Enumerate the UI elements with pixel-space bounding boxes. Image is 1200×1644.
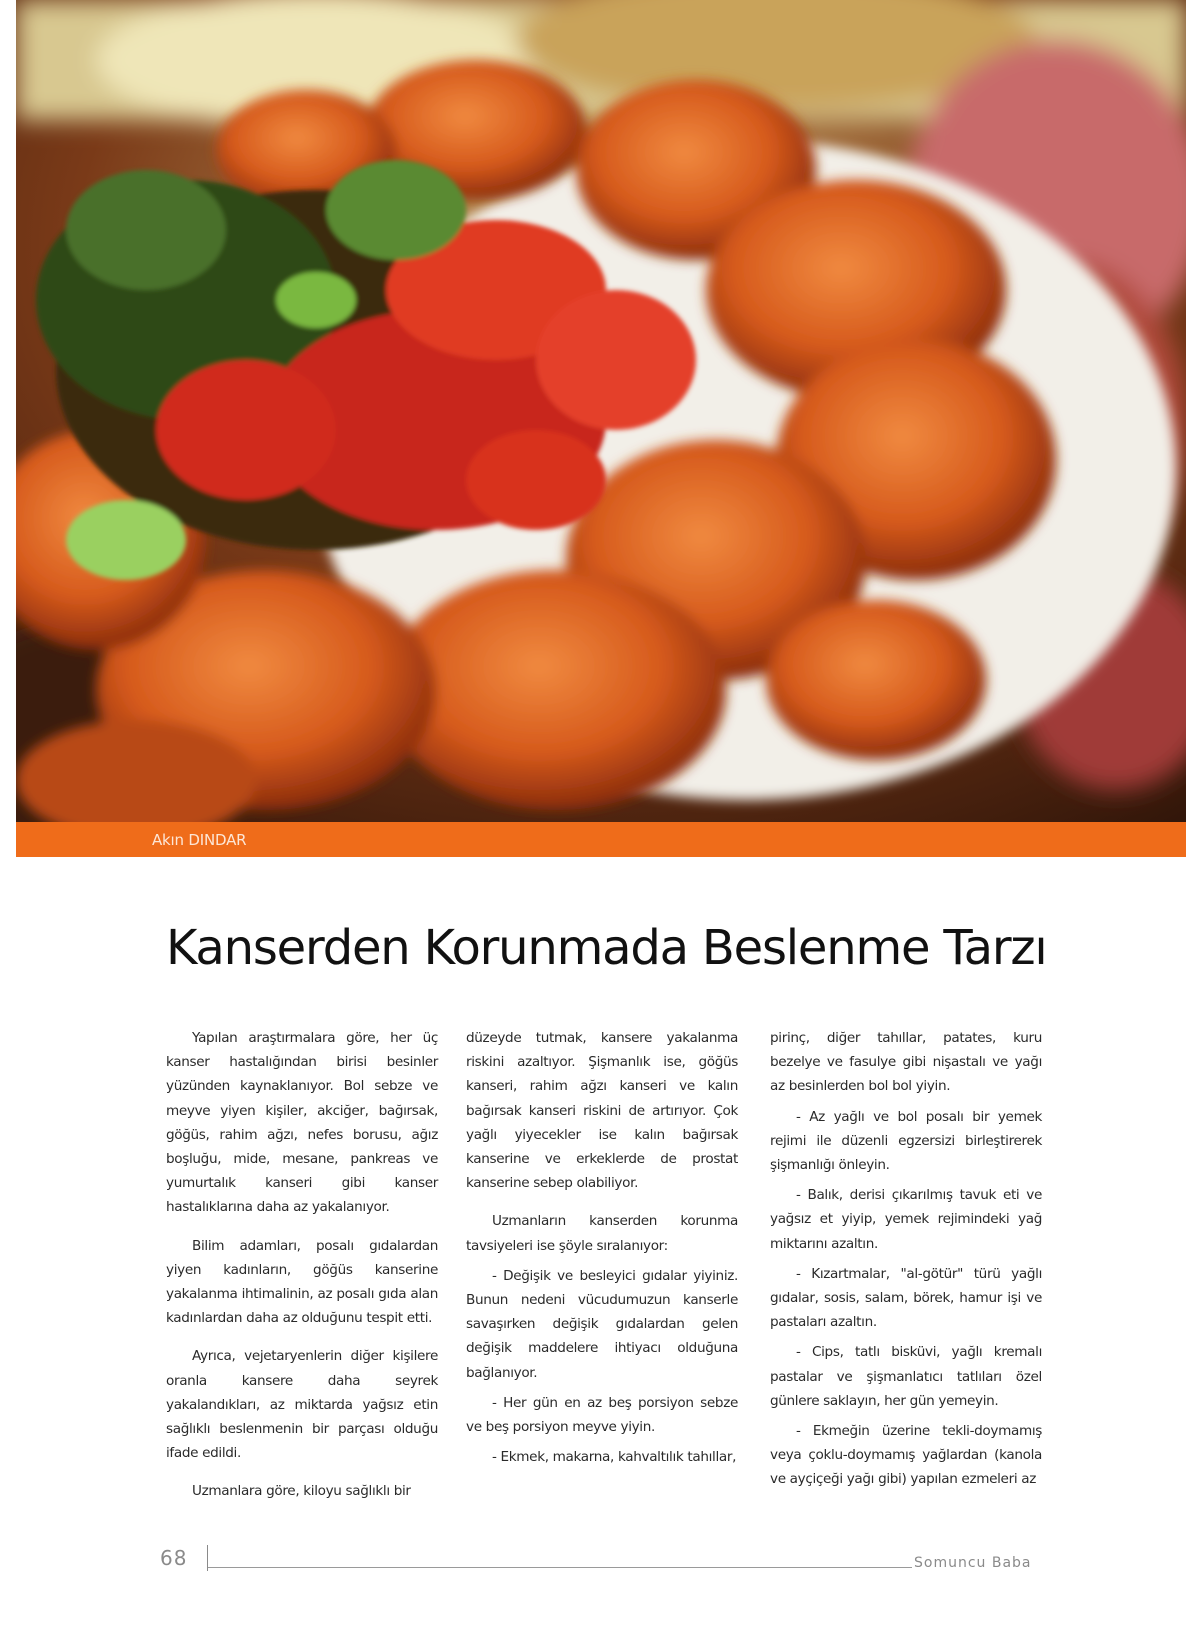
list-item: - Az yağlı ve bol posalı bir yemek rejimi ile düzenli egzersizi birleştirerek şişmanlığı önleyin.: [770, 1108, 1042, 1174]
paragraph: Bilim adamları, posalı gıdalardan yiyen kadınların, göğüs kanserine yakalanma ihtimalinin, az posalı gıda alan kadınlardan daha az olduğunu tespit etti.: [166, 1237, 438, 1327]
food-photo: [16, 0, 1186, 822]
paragraph: Uzmanların kanserden korunma tavsiyeleri ise şöyle sıralanıyor:: [466, 1213, 738, 1254]
article-column-2: [466, 1026, 738, 1475]
article-column-1: [166, 1026, 438, 1518]
list-item: - Ekmek, makarna, kahvaltılık tahıllar,: [492, 1449, 737, 1466]
list-item: - Balık, derisi çıkarılmış tavuk eti ve yağsız et yiyip, yemek rejimindeki yağ miktarını azaltın.: [770, 1187, 1042, 1252]
food-photo-illustration: [16, 0, 1186, 822]
footer-rule: [208, 1567, 912, 1568]
paragraph: Uzmanlara göre, kiloyu sağlıklı bir: [192, 1483, 411, 1500]
paragraph: düzeyde tutmak, kansere yakalanma riskini azaltıyor. Şişmanlık ise, göğüs kanseri, rahim ağzı kanseri ve kalın bağırsak kanseri riskini de artırıyor. Çok yağlı yiyecekler ise kalın bağırsak kanserine ve erkeklerde de prostat kanserine sebep olabiliyor.: [466, 1030, 738, 1192]
page-number: 68: [160, 1546, 188, 1570]
paragraph: pirinç, diğer tahıllar, patates, kuru bezelye ve fasulye gibi nişastalı ve yağı az besinlerden bol bol yiyin.: [770, 1030, 1042, 1095]
paragraph: Yapılan araştırmalara göre, her üç kanser hastalığından birisi besinler yüzünden kaynaklanıyor. Bol sebze ve meyve yiyen kişiler, akciğer, bağırsak, göğüs, rahim ağzı, nefes borusu, ağız boşluğu, mide, mesane, pankreas ve yumurtalık kanseri gibi kanser hastalıklarına daha az yakalanıyor.: [166, 1030, 438, 1216]
list-item: - Her gün en az beş porsiyon sebze ve beş porsiyon meyve yiyin.: [466, 1394, 738, 1436]
list-item: - Ekmeğin üzerine tekli-doymamış veya çoklu-doymamış yağlardan (kanola ve ayçiçeği yağı gibi) yapılan ezmeleri az: [770, 1423, 1042, 1488]
list-item: - Cips, tatlı bisküvi, yağlı kremalı pastalar ve şişmanlatıcı tatlıları özel günlere saklayın, her gün yemeyin.: [770, 1344, 1042, 1409]
paragraph: Ayrıca, vejetaryenlerin diğer kişilere oranla kansere daha seyrek yakalandıkları, az miktarda yağsız etin sağlıklı beslenmenin bir parçası olduğu ifade edildi.: [166, 1348, 438, 1462]
article-column-3: [770, 1026, 1042, 1498]
article-title: Kanserden Korunmada Beslenme Tarzı: [166, 920, 1047, 976]
author-bar: [16, 822, 1186, 857]
list-item: - Değişik ve besleyici gıdalar yiyiniz. Bunun nedeni vücudumuzun kanserle savaşırken değişik gıdalardan gelen değişik maddelere ihtiyacı olduğuna bağlanıyor.: [466, 1267, 738, 1381]
magazine-name: Somuncu Baba: [914, 1555, 1032, 1571]
list-item: - Kızartmalar, "al-götür" türü yağlı gıdalar, sosis, salam, börek, hamur işi ve pastaları azaltın.: [770, 1265, 1042, 1331]
author-name: Akın DINDAR: [152, 831, 247, 849]
